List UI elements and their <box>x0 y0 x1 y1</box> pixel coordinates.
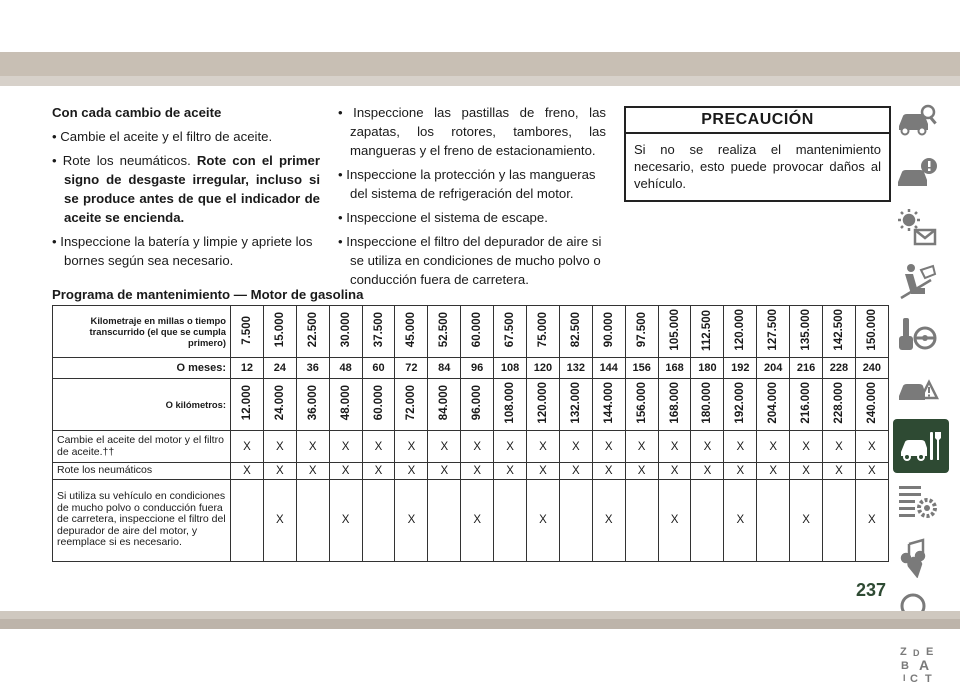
months-value: 228 <box>823 358 856 379</box>
miles-cell <box>790 306 823 358</box>
settings-list-icon <box>895 480 939 524</box>
km-cell <box>855 379 888 431</box>
bullet-battery: • Inspeccione la batería y limpie y apriete los bornes según sea necesario. <box>52 234 313 268</box>
task-mark: X <box>527 479 560 561</box>
index-letter-a: A <box>919 657 930 673</box>
index-letter-e: E <box>926 646 934 658</box>
alphabet-index-icon <box>895 642 939 686</box>
task-mark: X <box>823 463 856 480</box>
task-mark <box>691 479 724 561</box>
task-mark: X <box>263 463 296 480</box>
task-mark <box>757 479 790 561</box>
tab-music-nav[interactable] <box>893 531 941 581</box>
car-search-icon <box>895 98 939 142</box>
tab-settings-list[interactable] <box>893 477 941 527</box>
miles-value: 22.500 <box>306 312 319 348</box>
index-letter-c: C <box>910 673 918 685</box>
task-mark: X <box>724 463 757 480</box>
miles-value: 127.500 <box>767 309 780 351</box>
task-mark: X <box>691 431 724 463</box>
bullet-oil-filter: • Cambie el aceite y el filtro de aceite. <box>52 129 273 144</box>
task-row <box>53 479 889 561</box>
bullet-air-filter: • Inspeccione el filtro del depurador de aire si se utiliza en condiciones de mucho polvo o conducción fuera de carretera. <box>338 234 602 287</box>
miles-cell <box>757 306 790 358</box>
task-mark: X <box>658 431 691 463</box>
task-mark: X <box>855 479 888 561</box>
months-value: 240 <box>855 358 888 379</box>
index-letter-b: B <box>901 660 909 672</box>
tab-car-maintenance-active[interactable] <box>893 419 949 473</box>
task-mark: X <box>592 479 625 561</box>
miles-value: 60.000 <box>471 312 484 348</box>
task-mark: X <box>625 463 658 480</box>
km-value: 156.000 <box>635 382 648 424</box>
task-mark <box>494 479 527 561</box>
car-maintenance-icon <box>899 424 943 468</box>
months-value: 216 <box>790 358 823 379</box>
miles-value: 150.000 <box>865 309 878 351</box>
task-mark: X <box>231 431 264 463</box>
task-mark <box>625 479 658 561</box>
km-value: 192.000 <box>734 382 747 424</box>
miles-cell <box>329 306 362 358</box>
miles-value: 15.000 <box>273 312 286 348</box>
index-letter-d: D <box>913 648 920 658</box>
months-value: 180 <box>691 358 724 379</box>
km-cell <box>296 379 329 431</box>
car-info-icon <box>895 152 939 196</box>
miles-cell <box>362 306 395 358</box>
schedule-title: Programa de mantenimiento — Motor de gasolina <box>52 287 364 302</box>
km-value: 132.000 <box>569 382 582 424</box>
miles-value: 82.500 <box>569 312 582 348</box>
km-value: 168.000 <box>668 382 681 424</box>
index-letter-t: T <box>925 673 932 685</box>
miles-value: 75.000 <box>536 312 549 348</box>
miles-value: 142.500 <box>832 309 845 351</box>
km-value: 120.000 <box>536 382 549 424</box>
task-mark: X <box>855 431 888 463</box>
months-value: 60 <box>362 358 395 379</box>
miles-cell <box>494 306 527 358</box>
km-value: 72.000 <box>405 385 418 421</box>
task-mark: X <box>724 431 757 463</box>
km-cell <box>658 379 691 431</box>
task-mark: X <box>790 479 823 561</box>
km-value: 204.000 <box>767 382 780 424</box>
tab-car-info[interactable] <box>893 149 941 199</box>
miles-cell <box>855 306 888 358</box>
months-value: 48 <box>329 358 362 379</box>
miles-header-label: Kilometraje en millas o tiempo transcurrido (el que se cumpla primero) <box>53 306 231 358</box>
tab-key-steering[interactable] <box>893 311 941 361</box>
task-label: Rote los neumáticos <box>53 463 231 480</box>
task-mark <box>231 479 264 561</box>
km-value: 144.000 <box>602 382 615 424</box>
km-value: 60.000 <box>372 385 385 421</box>
music-nav-icon <box>895 534 939 578</box>
km-value: 84.000 <box>438 385 451 421</box>
km-value: 240.000 <box>865 382 878 424</box>
task-mark: X <box>329 463 362 480</box>
task-mark: X <box>855 463 888 480</box>
months-value: 120 <box>527 358 560 379</box>
km-cell <box>757 379 790 431</box>
task-mark: X <box>658 463 691 480</box>
km-cell <box>329 379 362 431</box>
task-mark: X <box>329 431 362 463</box>
task-mark: X <box>592 431 625 463</box>
miles-value: 105.000 <box>668 309 681 351</box>
km-row <box>53 379 889 431</box>
miles-cell <box>395 306 428 358</box>
miles-cell <box>724 306 757 358</box>
miles-cell <box>231 306 264 358</box>
months-value: 144 <box>592 358 625 379</box>
task-mark <box>559 479 592 561</box>
bottom-decorative-band <box>0 619 960 629</box>
task-mark: X <box>461 463 494 480</box>
miles-value: 97.500 <box>635 312 648 348</box>
section-index-sidebar <box>893 95 949 693</box>
top-decorative-band <box>0 52 960 76</box>
oil-change-heading: Con cada cambio de aceite <box>52 105 222 120</box>
km-cell <box>559 379 592 431</box>
miles-cell <box>428 306 461 358</box>
caution-title: PRECAUCIÓN <box>626 108 889 134</box>
index-letter-i: I <box>903 673 906 683</box>
lights-message-icon <box>895 206 939 250</box>
top-decorative-band-light <box>0 76 960 86</box>
task-row <box>53 431 889 463</box>
rotate-tires-warning: Rote con el primer signo de desgaste irregular, incluso si se produce antes de que el indicador de aceite se encienda. <box>64 153 320 225</box>
km-cell <box>428 379 461 431</box>
task-label: Si utiliza su vehículo en condiciones de mucho polvo o conducción fuera de carretera, inspeccione el filtro del depurador de aire del motor, y reemplace si es necesario. <box>53 479 231 561</box>
months-value: 72 <box>395 358 428 379</box>
miles-cell <box>559 306 592 358</box>
km-cell <box>263 379 296 431</box>
months-value: 192 <box>724 358 757 379</box>
task-mark: X <box>592 463 625 480</box>
task-mark: X <box>757 463 790 480</box>
airbag-seat-icon <box>895 260 939 304</box>
km-cell <box>494 379 527 431</box>
km-cell <box>231 379 264 431</box>
months-value: 156 <box>625 358 658 379</box>
km-cell <box>691 379 724 431</box>
task-mark: X <box>823 431 856 463</box>
task-mark: X <box>231 463 264 480</box>
months-value: 12 <box>231 358 264 379</box>
miles-cell <box>263 306 296 358</box>
left-column <box>52 103 320 275</box>
km-label: O kilómetros: <box>53 379 231 431</box>
page-number: 237 <box>856 580 887 600</box>
task-mark: X <box>559 463 592 480</box>
task-mark: X <box>428 431 461 463</box>
task-mark: X <box>296 431 329 463</box>
miles-value: 52.500 <box>438 312 451 348</box>
task-mark: X <box>296 463 329 480</box>
months-value: 168 <box>658 358 691 379</box>
tab-airbag-seat[interactable] <box>893 257 941 307</box>
task-mark <box>296 479 329 561</box>
task-mark: X <box>263 431 296 463</box>
bullet-brakes: • Inspeccione las pastillas de freno, las zapatas, los rotores, tambores, las mangueras y el freno de estacionamiento. <box>338 105 606 158</box>
miles-cell <box>461 306 494 358</box>
task-mark: X <box>461 479 494 561</box>
km-cell <box>395 379 428 431</box>
km-cell <box>362 379 395 431</box>
task-mark <box>362 479 395 561</box>
caution-box <box>624 106 891 202</box>
bullet-exhaust: • Inspeccione el sistema de escape. <box>338 210 548 225</box>
task-row <box>53 463 889 480</box>
task-mark: X <box>329 479 362 561</box>
months-value: 108 <box>494 358 527 379</box>
months-value: 84 <box>428 358 461 379</box>
task-mark: X <box>625 431 658 463</box>
task-mark: X <box>395 479 428 561</box>
task-mark: X <box>362 431 395 463</box>
miles-cell <box>625 306 658 358</box>
miles-header-row <box>53 306 889 358</box>
months-value: 36 <box>296 358 329 379</box>
task-mark: X <box>527 463 560 480</box>
tab-car-search[interactable] <box>893 95 941 145</box>
months-value: 132 <box>559 358 592 379</box>
task-mark: X <box>494 431 527 463</box>
miles-value: 30.000 <box>339 312 352 348</box>
key-steering-icon <box>895 314 939 358</box>
km-cell <box>592 379 625 431</box>
miles-value: 135.000 <box>800 309 813 351</box>
km-value: 24.000 <box>273 385 286 421</box>
km-cell <box>724 379 757 431</box>
miles-cell <box>527 306 560 358</box>
task-mark: X <box>790 463 823 480</box>
km-cell <box>823 379 856 431</box>
task-mark: X <box>395 431 428 463</box>
miles-cell <box>691 306 724 358</box>
middle-column <box>338 103 606 294</box>
maintenance-schedule-table <box>52 305 889 562</box>
task-mark: X <box>691 463 724 480</box>
task-mark: X <box>428 463 461 480</box>
task-mark <box>428 479 461 561</box>
miles-value: 120.000 <box>734 309 747 351</box>
months-value: 96 <box>461 358 494 379</box>
bullet-rotate-tires <box>52 151 320 227</box>
task-label: Cambie el aceite del motor y el filtro de aceite.†† <box>53 431 231 463</box>
task-mark: X <box>362 463 395 480</box>
miles-value: 45.000 <box>405 312 418 348</box>
miles-value: 7.500 <box>240 315 253 345</box>
km-value: 108.000 <box>504 382 517 424</box>
miles-value: 90.000 <box>602 312 615 348</box>
miles-value: 67.500 <box>504 312 517 348</box>
months-value: 24 <box>263 358 296 379</box>
miles-cell <box>823 306 856 358</box>
caution-body: Si no se realiza el mantenimiento necesario, esto puede provocar daños al vehículo. <box>634 142 881 191</box>
km-value: 96.000 <box>471 385 484 421</box>
task-mark: X <box>658 479 691 561</box>
tab-lights-message[interactable] <box>893 203 941 253</box>
km-value: 228.000 <box>832 382 845 424</box>
rotate-tires-text: • Rote los neumáticos. <box>52 153 197 168</box>
km-value: 48.000 <box>339 385 352 421</box>
miles-cell <box>658 306 691 358</box>
miles-cell <box>296 306 329 358</box>
car-warning-icon <box>895 368 939 412</box>
task-mark: X <box>494 463 527 480</box>
months-label: O meses: <box>53 358 231 379</box>
months-value: 204 <box>757 358 790 379</box>
task-mark: X <box>527 431 560 463</box>
miles-cell <box>592 306 625 358</box>
km-value: 216.000 <box>800 382 813 424</box>
task-mark: X <box>724 479 757 561</box>
task-mark: X <box>790 431 823 463</box>
km-cell <box>527 379 560 431</box>
miles-value: 112.500 <box>701 309 714 351</box>
task-mark: X <box>395 463 428 480</box>
km-cell <box>461 379 494 431</box>
km-value: 180.000 <box>701 382 714 424</box>
km-cell <box>790 379 823 431</box>
bottom-decorative-band-light <box>0 611 960 619</box>
km-cell <box>625 379 658 431</box>
task-mark: X <box>461 431 494 463</box>
task-mark: X <box>757 431 790 463</box>
task-mark: X <box>559 431 592 463</box>
task-mark: X <box>263 479 296 561</box>
tab-alphabet-index[interactable] <box>893 639 941 689</box>
km-value: 36.000 <box>306 385 319 421</box>
task-mark <box>823 479 856 561</box>
index-letter-z: Z <box>900 646 907 658</box>
months-row <box>53 358 889 379</box>
tab-car-warning[interactable] <box>893 365 941 415</box>
bullet-cooling: • Inspeccione la protección y las mangueras del sistema de refrigeración del motor. <box>338 167 596 201</box>
miles-value: 37.500 <box>372 312 385 348</box>
km-value: 12.000 <box>240 385 253 421</box>
